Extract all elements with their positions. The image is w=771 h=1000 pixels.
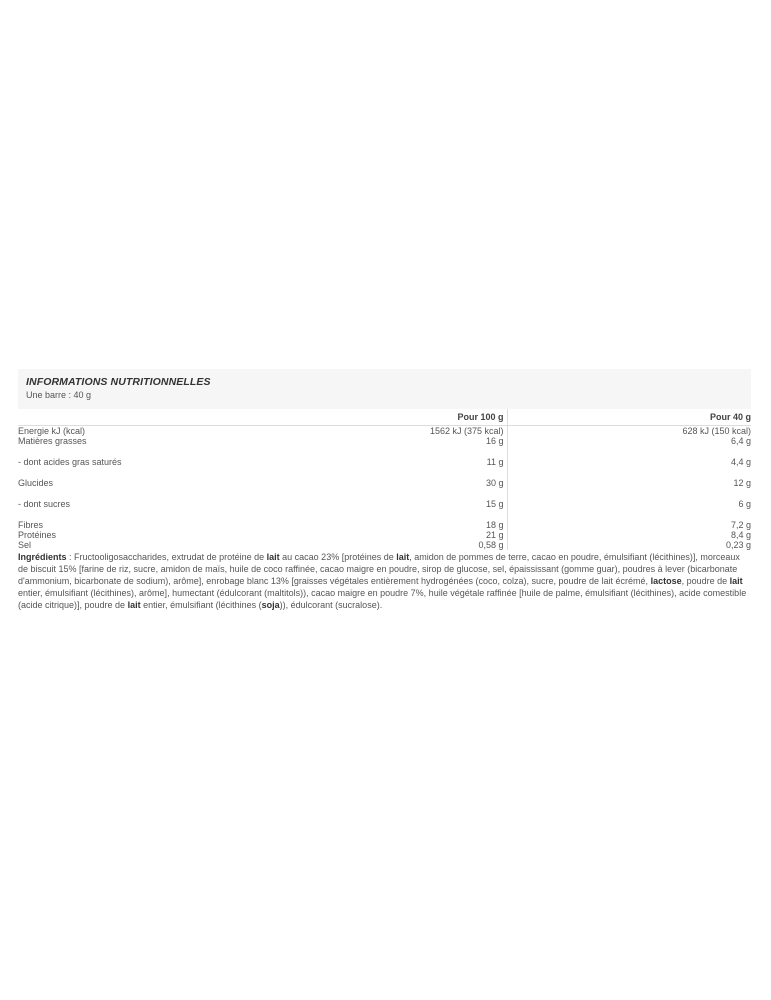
row-value-per-100g: 0,58 g — [252, 540, 507, 550]
allergen-milk: lait — [396, 552, 410, 562]
row-value-per-40g: 8,4 g — [730, 530, 751, 540]
allergen-milk: lait — [266, 552, 280, 562]
row-value-per-40g: 0,23 g — [725, 540, 751, 550]
row-value-per-40g: 7,2 g — [730, 520, 751, 530]
table-row — [18, 457, 751, 467]
row-label: Sel — [18, 540, 32, 550]
row-value-per-40g: 12 g — [733, 478, 751, 488]
ingredients-segment: , amidon de pommes de terre, cacao en poudre, émulsifiant (lécithines)], morceaux de biscuit 15% [farine de riz, sucre, amidon de maïs, huile de coco raffinée, cacao maigre en poudre, sirop de glucose, sel, épaississant (gomme guar), poudres à lever (bicarbonate d'ammonium, bicarbonate de sodium), arôme], enrobage blanc 13% [graisses végétales entièrement hydrogénées (coco, colza), sucre, poudre de lait écrémé, — [18, 552, 740, 586]
ingredients-segment: entier, émulsifiant (lécithines), arôme], humectant (édulcorant (maltitols)), cacao maigre en poudre 7%, huile végétale raffinée [huile de palme, émulsifiant (lécithines), acide comestible (acide citrique)], poudre de — [18, 588, 747, 610]
row-value-per-40g: 628 kJ (150 kcal) — [507, 426, 751, 437]
row-label: Protéines — [18, 530, 57, 540]
row-spacer — [18, 446, 751, 457]
row-value-per-100g: 18 g — [252, 520, 507, 530]
row-value-per-40g: 6 g — [738, 499, 751, 509]
row-value-per-100g: 21 g — [252, 530, 507, 540]
row-label: Fibres — [18, 520, 44, 530]
row-value-per-100g: 15 g — [252, 499, 507, 509]
table-row — [18, 426, 751, 437]
nutrition-panel — [18, 369, 751, 611]
row-value-per-100g: 30 g — [252, 478, 507, 488]
table-row — [18, 499, 751, 509]
row-spacer — [18, 467, 751, 478]
row-value-per-100g: 1562 kJ (375 kcal) — [252, 426, 507, 437]
ingredients-segment: : Fructooligosaccharides, extrudat de protéine de — [66, 552, 267, 562]
allergen-soy: soja — [261, 600, 280, 610]
table-row — [18, 530, 751, 540]
table-row — [18, 436, 751, 446]
table-row — [18, 478, 751, 488]
nutrition-header — [18, 369, 751, 409]
row-value-per-40g: 4,4 g — [730, 457, 751, 467]
row-label: - dont sucres — [18, 499, 71, 509]
table-header-row — [18, 409, 751, 426]
row-label: Matières grasses — [18, 436, 87, 446]
row-value-per-100g: 16 g — [252, 436, 507, 446]
table-row — [18, 520, 751, 530]
ingredients-segment: au cacao 23% [protéines de — [279, 552, 397, 562]
row-label: Energie kJ (kcal) — [18, 426, 252, 437]
column-header-per-100g: Pour 100 g — [252, 409, 507, 426]
allergen-milk: lait — [729, 576, 743, 586]
serving-size: Une barre : 40 g — [26, 390, 92, 400]
ingredients-label: Ingrédients — [18, 552, 67, 562]
ingredients-text — [18, 551, 751, 611]
table-row — [18, 540, 751, 550]
row-label: Glucides — [18, 478, 54, 488]
allergen-milk: lait — [127, 600, 141, 610]
ingredients-segment: , poudre de — [681, 576, 730, 586]
nutrition-table — [18, 409, 751, 550]
header-spacer — [18, 409, 252, 426]
ingredients-segment: )), édulcorant (sucralose). — [279, 600, 383, 610]
ingredients-segment: entier, émulsifiant (lécithines ( — [140, 600, 262, 610]
column-header-per-40g: Pour 40 g — [709, 412, 751, 422]
nutrition-title: INFORMATIONS NUTRITIONNELLES — [26, 376, 211, 388]
row-value-per-100g: 11 g — [252, 457, 507, 467]
row-spacer — [18, 488, 751, 499]
row-spacer — [18, 509, 751, 520]
allergen-lactose: lactose — [650, 576, 682, 586]
row-value-per-40g: 6,4 g — [730, 436, 751, 446]
row-label: - dont acides gras saturés — [18, 457, 122, 467]
